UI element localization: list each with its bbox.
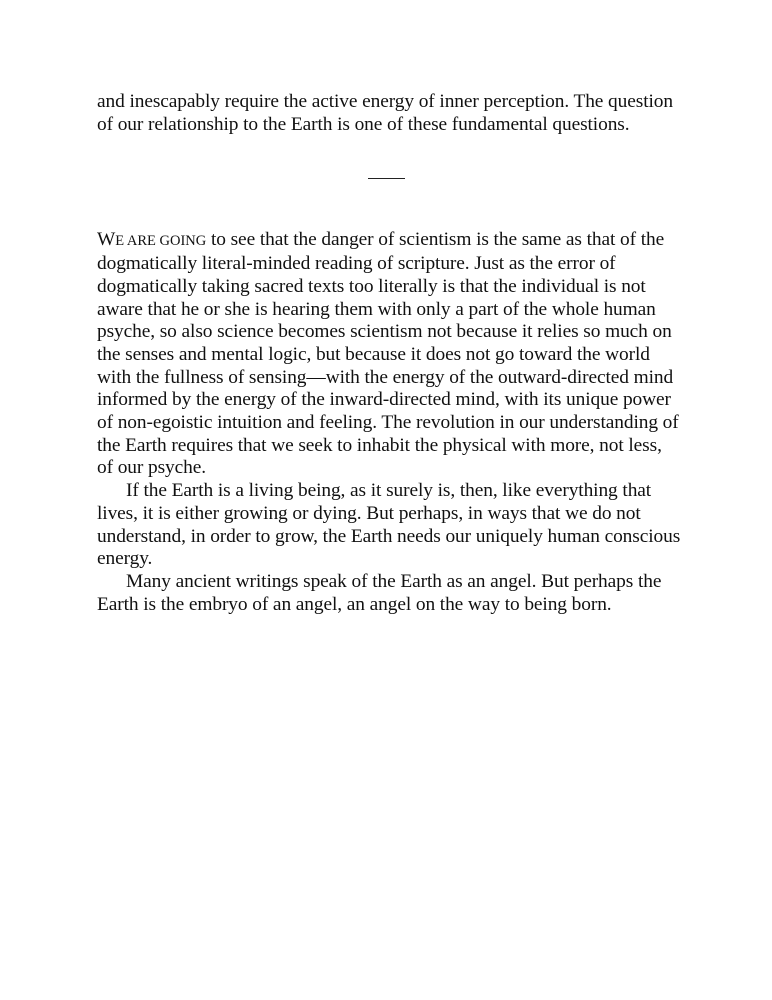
text-line: dogmatically taking sacred texts too literally is that the individual is not [97,275,646,297]
text-line: lives, it is either growing or dying. But perhaps, in ways that we do not [97,502,641,524]
section-gap [97,179,677,229]
text-line: understand, in order to grow, the Earth needs our uniquely human conscious [97,525,681,547]
section-paragraph-3 [97,571,677,616]
text-line: with the fullness of sensing—with the energy of the outward-directed mind [97,366,674,388]
text-line: psyche, so also science becomes scientism not because it relies so much on [97,321,672,343]
text-line: Earth is the embryo of an angel, an angel on the way to being born. [97,593,612,615]
text-line: and inescapably require the active energy of inner perception. The question [97,91,673,112]
text-line: informed by the energy of the inward-directed mind, with its unique power [97,389,671,411]
text-line: of non-egoistic intuition and feeling. The revolution in our understanding of [97,412,679,434]
text-line: of our relationship to the Earth is one of these fundamental questions. [97,113,630,135]
initial-letter: W [97,229,116,251]
text-line: the senses and mental logic, but because it does not go toward the world [97,343,650,365]
section-opening-line [97,229,677,253]
section-paragraph-1 [97,229,677,480]
section-paragraph-2 [97,480,681,571]
text-line: energy. [97,548,153,570]
text-line: the Earth requires that we seek to inhabit the physical with more, not less, [97,434,662,456]
text-line: dogmatically literal-minded reading of scripture. Just as the error of [97,253,616,275]
book-page [97,91,681,616]
text-line: If the Earth is a living being, as it surely is, then, like everything that [126,480,652,502]
text-line: aware that he or she is hearing them with only a part of the whole human [97,298,656,320]
continuation-paragraph [97,91,677,136]
opening-line-rest: to see that the danger of scientism is the same as that of the [206,229,665,251]
text-line: Many ancient writings speak of the Earth as an angel. But perhaps the [126,570,662,592]
small-caps-lead: E ARE GOING [115,233,207,250]
text-line: of our psyche. [97,457,206,479]
